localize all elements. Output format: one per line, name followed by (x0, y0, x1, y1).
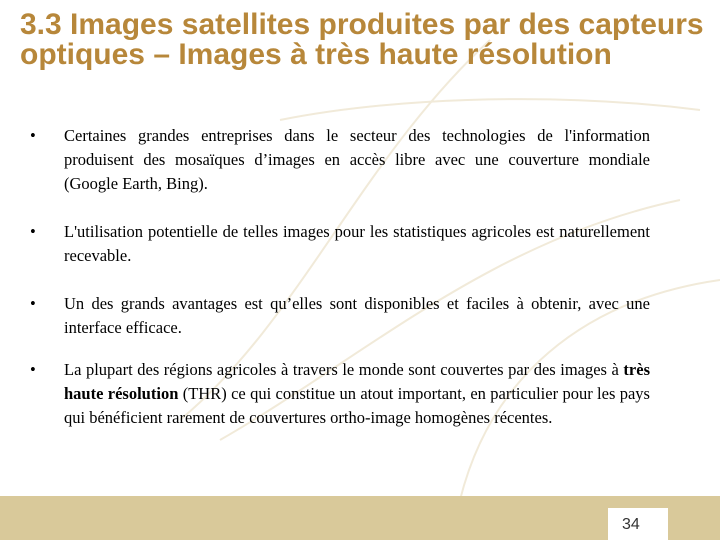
bullet-item (30, 220, 650, 268)
bullet-item (30, 124, 650, 196)
bullet-item (30, 358, 650, 430)
bullet-icon: • (30, 360, 36, 379)
bullet-text: L'utilisation potentielle de telles images pour les statistiques agricoles est naturellement recevable. (64, 222, 650, 265)
bullet-icon: • (30, 222, 36, 241)
slide-title: 3.3 Images satellites produites par des capteurs optiques – Images à très haute résolution (20, 8, 704, 71)
bullet-icon: • (30, 126, 36, 145)
bullet-text-part: (THR) ce qui constitue un atout important, en particulier pour les pays qui bénéficient rarement de couvertures ortho-image homogènes récentes. (64, 384, 650, 427)
bullet-text (64, 360, 650, 427)
bullet-text-bold: très haute résolution (64, 360, 650, 403)
bullet-icon: • (30, 294, 36, 313)
page-number: 34 (622, 516, 640, 533)
bullet-text: Certaines grandes entreprises dans le secteur des technologies de l'information produisent des mosaïques d’images en accès libre avec une couverture mondiale (Google Earth, Bing). (64, 126, 650, 193)
bullet-text: Un des grands avantages est qu’elles sont disponibles et faciles à obtenir, avec une interface efficace. (64, 294, 650, 337)
bullet-list (30, 124, 650, 430)
bullet-item (30, 292, 650, 340)
bullet-text-part: La plupart des régions agricoles à travers le monde sont couvertes par des images à (64, 360, 624, 379)
